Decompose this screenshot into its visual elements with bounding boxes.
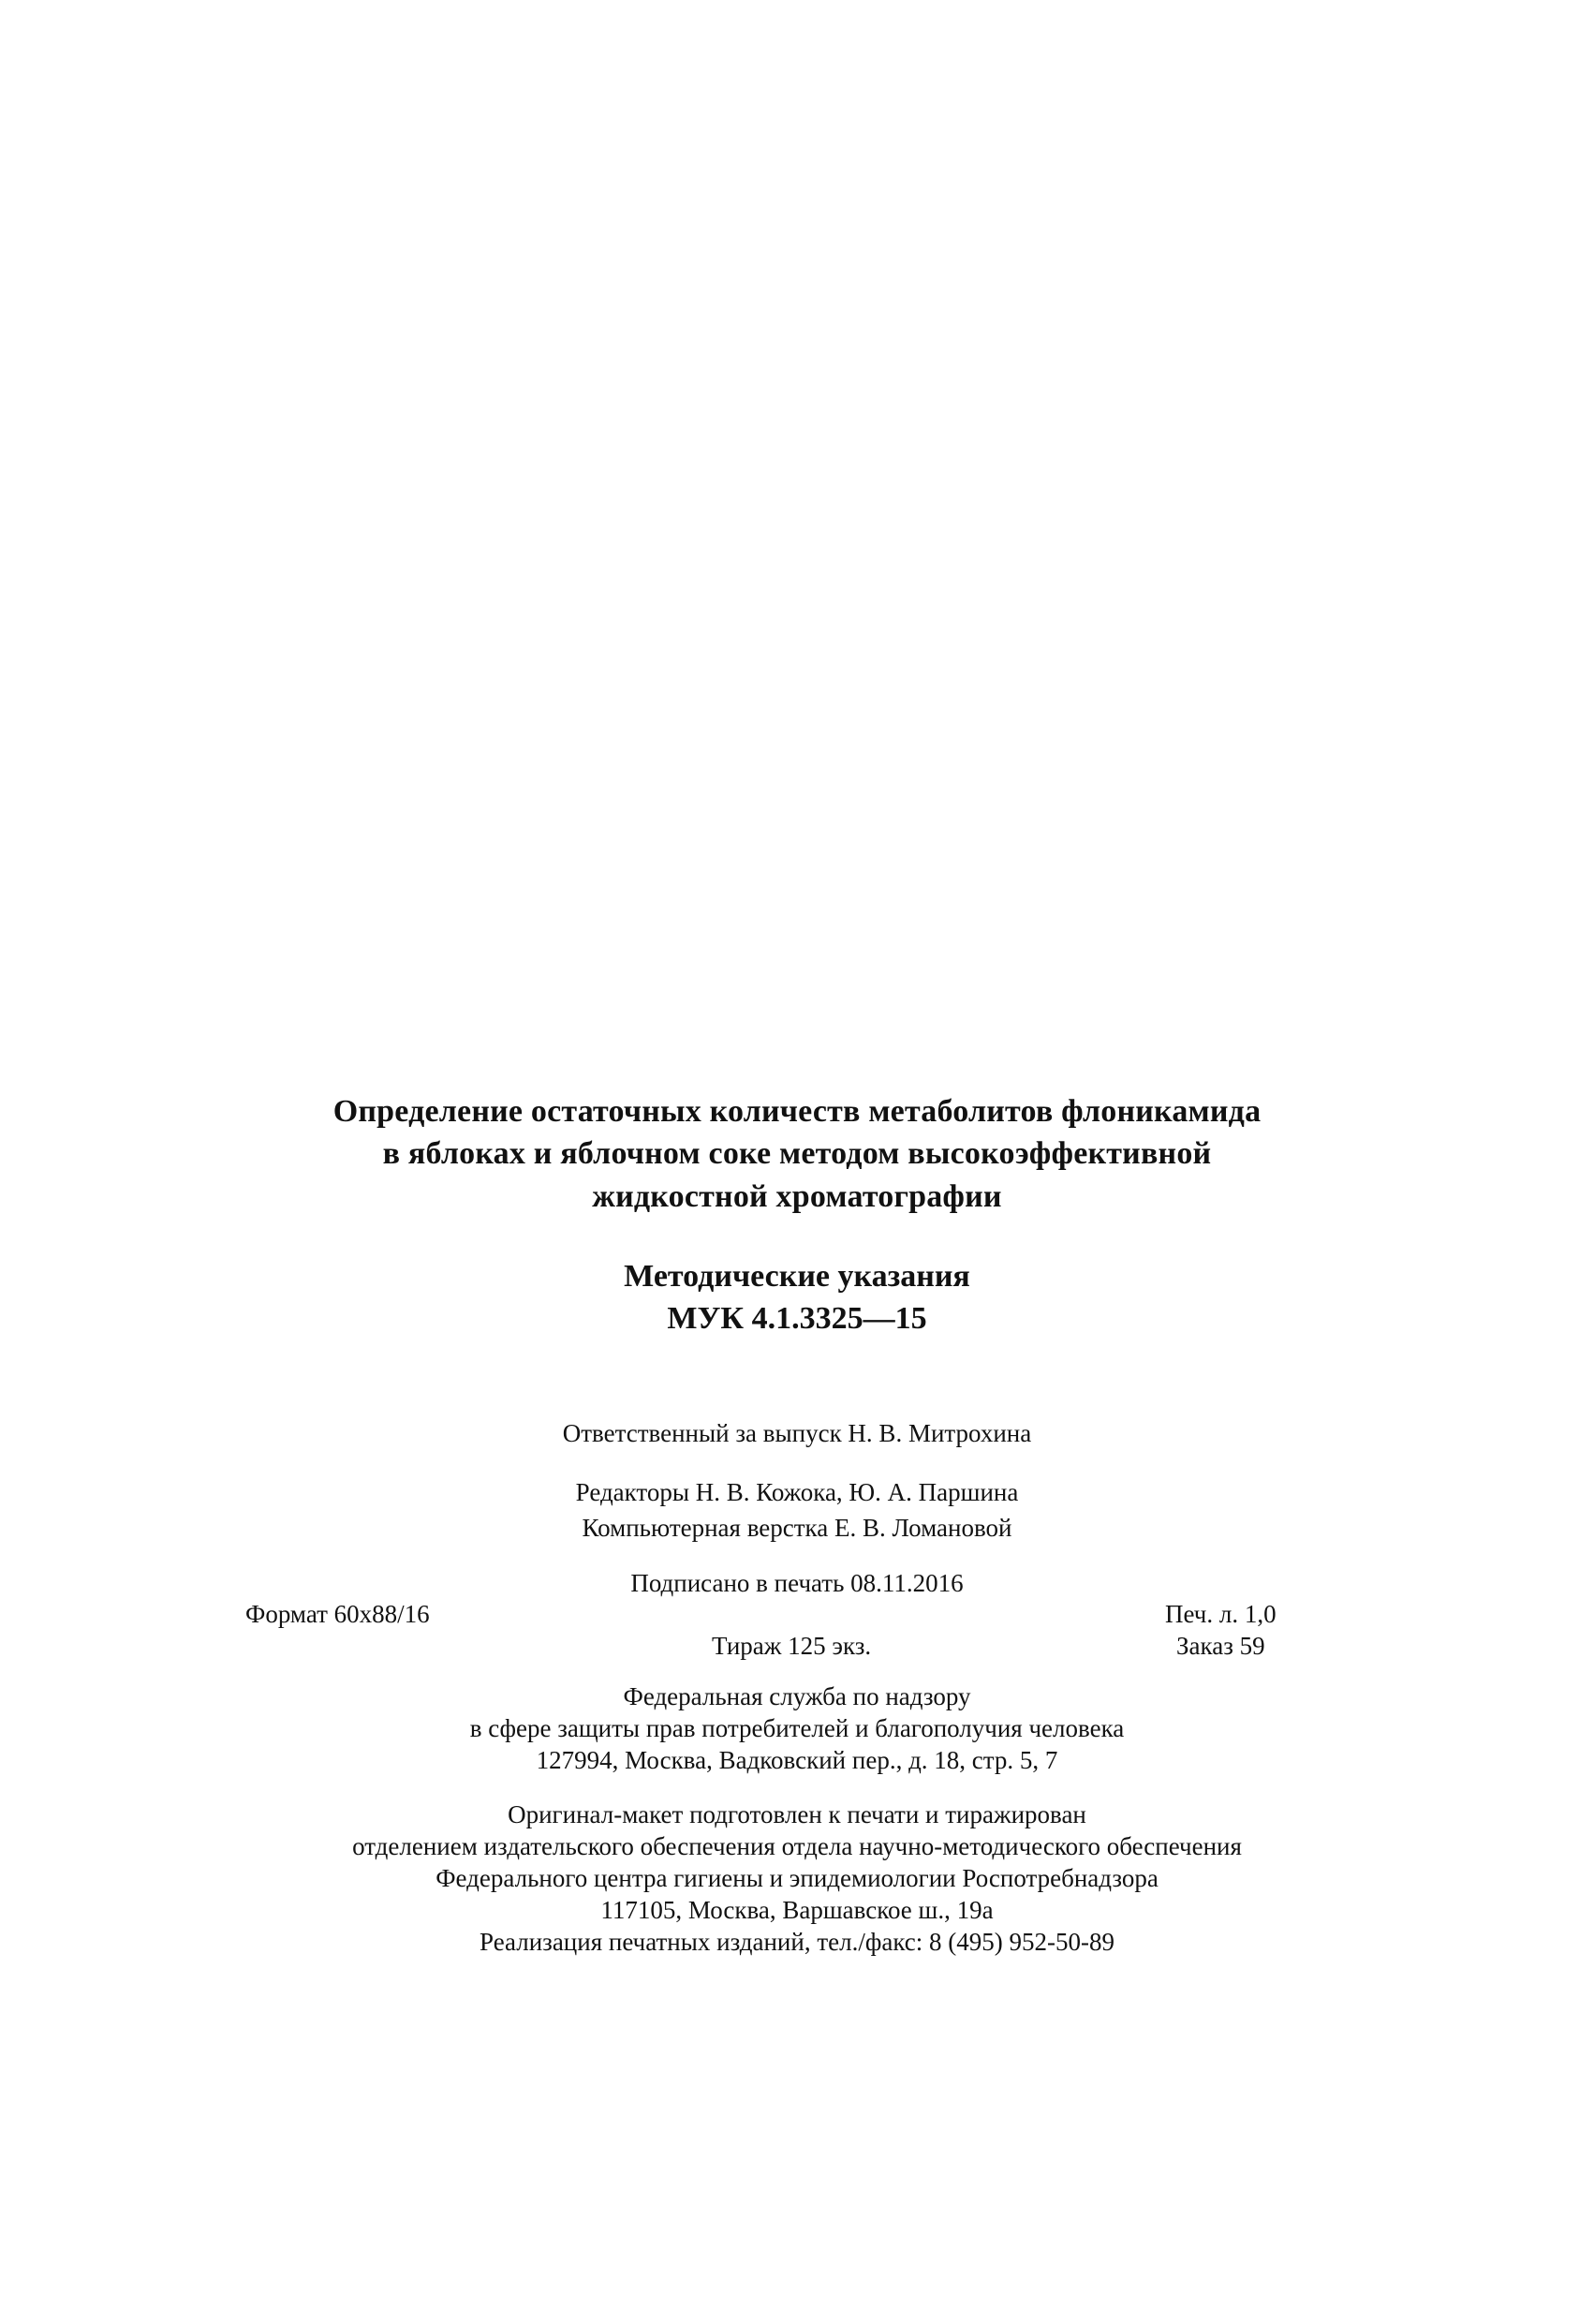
printer-line-2: отделением издательского обеспечения отдела научно-методического обеспечения xyxy=(352,1832,1242,1860)
publisher-address: 127994, Москва, Вадковский пер., д. 18, стр. 5, 7 xyxy=(536,1746,1058,1774)
printer-address: 117105, Москва, Варшавское ш., 19а xyxy=(600,1896,994,1924)
publisher-line-1: Федеральная служба по надзору xyxy=(623,1682,971,1710)
publisher-line-2: в сфере защиты прав потребителей и благополучия человека xyxy=(469,1714,1125,1742)
order-label: Заказ 59 xyxy=(1176,1632,1265,1660)
title-line-1: Определение остаточных количеств метаболитов флоникамида xyxy=(332,1094,1262,1129)
print-sheets-label: Печ. л. 1,0 xyxy=(1165,1600,1277,1628)
title-line-3: жидкостной хроматографии xyxy=(592,1179,1002,1214)
circulation-label: Тираж 125 экз. xyxy=(712,1632,872,1660)
editors-line: Редакторы Н. В. Кожока, Ю. А. Паршина xyxy=(575,1478,1019,1506)
responsible-line: Ответственный за выпуск Н. В. Митрохина xyxy=(562,1419,1032,1447)
title-line-2: в яблоках и яблочном соке методом высокоэффективной xyxy=(382,1136,1212,1171)
signed-to-print-line: Подписано в печать 08.11.2016 xyxy=(630,1569,964,1597)
sales-contact-line: Реализация печатных изданий, тел./факс: 8 (495) 952-50-89 xyxy=(480,1928,1114,1956)
document-code: МУК 4.1.3325—15 xyxy=(667,1301,927,1336)
document-type: Методические указания xyxy=(624,1259,970,1294)
printer-line-1: Оригинал-макет подготовлен к печати и тиражирован xyxy=(508,1800,1086,1828)
layout-credit-line: Компьютерная верстка Е. В. Ломановой xyxy=(582,1514,1012,1542)
format-label: Формат 60x88/16 xyxy=(245,1600,430,1628)
printer-line-3: Федерального центра гигиены и эпидемиологии Роспотребнадзора xyxy=(435,1864,1159,1892)
